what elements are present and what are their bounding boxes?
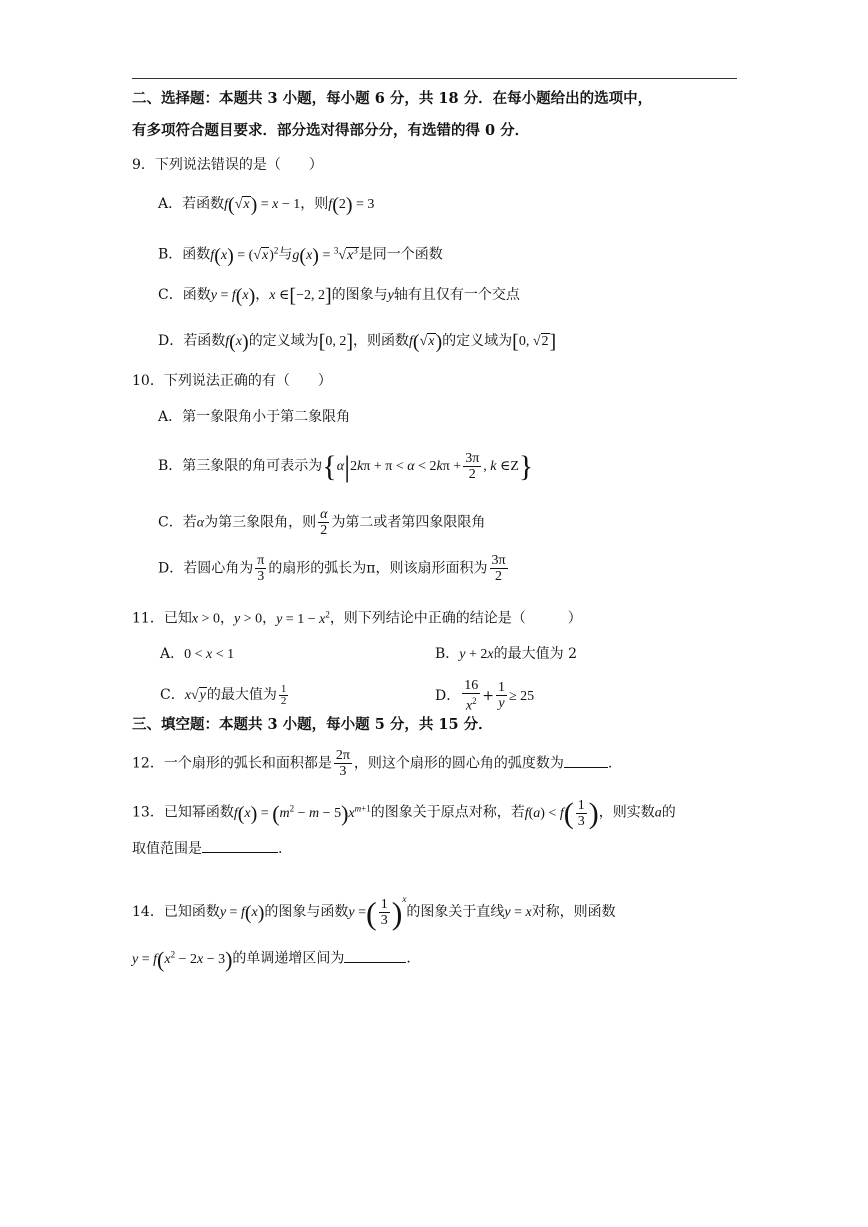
q10-option-b: B．第三象限的角可表示为{α|2kπ + π < α < 2kπ + $\frac{3\pi}{2}$ , k ∈Z} xyxy=(158,449,534,483)
q9-option-a: A．若函数f(√x) = x − 1，则f(2) = 3 xyxy=(158,193,375,216)
q9-option-b: B．函数$f(x) = (√x)^2$与$g(x) = ^3√x^3$是同一个函数 xyxy=(158,244,443,267)
q9-option-d: D．若函数f(x)的定义域为[0, 2]，则函数f(√x)的定义域为[0, √2] xyxy=(158,330,557,353)
q14-text-line2: $y = f(x^2 - 2x - 3)$的单调递增区间为 . xyxy=(132,946,411,972)
section3-heading: 三、填空题：本题共 3 小题，每小题 5 分，共 15 分． xyxy=(132,716,493,733)
q11-option-d: D． $\frac{16}{x^2}$ + $\frac{1}{y}$ ≥ 25 xyxy=(435,678,535,714)
q13-text-line2: 取值范围是 . xyxy=(132,838,282,859)
q11-stem: 11．已知x > 0，y > 0，$y = 1 - x^2$，则下列结论中正确的结论是（ ） xyxy=(132,609,582,627)
q9-option-c: C．函数y = f(x)，x ∈[−2, 2]的图象与y轴有且仅有一个交点 xyxy=(158,284,520,307)
q10-option-a: A．第一象限角小于第二象限角 xyxy=(158,409,351,425)
q12-text: 12．一个扇形的弧长和面积都是 $\frac{2\pi}{3}$ ，则这个扇形的圆心角的弧度数为 . xyxy=(132,748,613,779)
q10-stem: 10．下列说法正确的有（ ） xyxy=(132,373,332,389)
q11-option-b: B．y + 2x的最大值为 2 xyxy=(435,646,577,662)
header-rule xyxy=(132,78,737,79)
q11-option-a: A．0 < x < 1 xyxy=(160,646,235,662)
q11-option-c: C．x√y的最大值为 $\frac{1}{2}$ xyxy=(160,682,287,707)
section2-heading-line1: 二、选择题：本题共 3 小题，每小题 6 分，共 18 分．在每小题给出的选项中， xyxy=(132,90,653,107)
q9-stem: 9．下列说法错误的是（ ） xyxy=(132,157,323,173)
q10-option-c: C．若α为第三象限角，则 $\frac{\alpha}{2}$ 为第二或者第四象限限角 xyxy=(158,507,486,538)
q14-text-line1: 14．已知函数y = f(x)的图象与函数y =( $\frac{1}{3}$ )$^x$的图象关于直线y = x对称，则函数 xyxy=(132,894,616,931)
q13-text-line1: 13．已知幂函数$f(x) = (m^2 - m - 5)x^{m+1}$的图象关于原点对称，若f(a) < f( $\frac{1}{3}$ )，则实数a的 xyxy=(132,796,676,830)
q10-option-d: D．若圆心角为 $\frac{\pi}{3}$ 的扇形的弧长为π，则该扇形面积为 $\frac{3\pi}{2}$ xyxy=(158,553,506,584)
section2-heading-line2: 有多项符合题目要求．部分选对得部分分，有选错的得 0 分． xyxy=(132,122,530,139)
